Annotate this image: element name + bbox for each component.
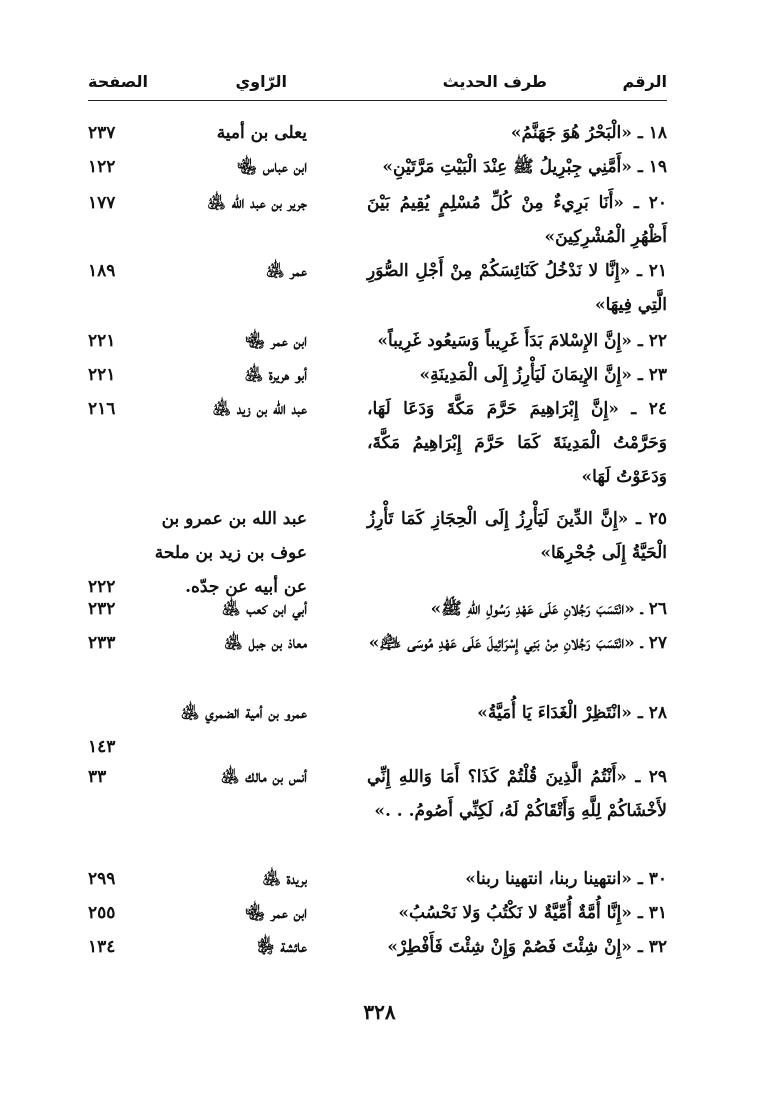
- hadith-number: ٢٠: [648, 193, 667, 213]
- page-reference: ١٨٩: [88, 261, 116, 281]
- hadith-number: ٢٣: [648, 365, 667, 385]
- hadith-text: [367, 626, 667, 660]
- hadith-number: ٣١: [648, 903, 667, 923]
- hadith-excerpt: «إِنْ شِئْتَ فَصُمْ وَإِنْ شِئْتَ فَأَفْطِرْ»: [387, 937, 632, 957]
- page-reference: ٢٥٥: [88, 903, 116, 923]
- narrator: عمرو بن أمية الضمري ﵁: [180, 703, 307, 723]
- narrator: عمر ﵁: [265, 261, 307, 281]
- narrator: عائشة ﵂: [257, 937, 307, 957]
- narrator: بريدة ﵁: [262, 869, 307, 889]
- hadith-number: ٢٧: [648, 633, 667, 653]
- narrator: أنس بن مالك ﵁: [220, 767, 307, 787]
- number-separator: ـ: [631, 937, 649, 957]
- hadith-number: ٢١: [648, 261, 668, 281]
- page-reference: ٢٩٩: [88, 869, 116, 889]
- number-separator: ـ: [631, 869, 649, 889]
- number-separator: ـ: [623, 193, 649, 213]
- hadith-text: [367, 324, 667, 358]
- hadith-text: [367, 116, 667, 150]
- hadith-text: [367, 896, 667, 930]
- narrator: أبي ابن كعب ﵁: [221, 599, 307, 619]
- header-narrator: الرّاوي: [235, 72, 287, 91]
- number-separator: ـ: [634, 599, 649, 619]
- number-separator: ـ: [618, 399, 649, 419]
- hadith-number: ٢٥: [648, 509, 667, 529]
- hadith-text: [367, 254, 667, 322]
- page-reference: ٢٣٣: [88, 633, 116, 653]
- hadith-text: [367, 392, 667, 494]
- hadith-number: ٢٤: [648, 399, 668, 419]
- hadith-text: [367, 696, 667, 730]
- hadith-number: ٢٨: [648, 703, 667, 723]
- hadith-text: [367, 592, 667, 626]
- hadith-text: [367, 186, 667, 254]
- hadith-number: ٢٦: [648, 599, 667, 619]
- number-separator: ـ: [630, 261, 649, 281]
- hadith-excerpt: «إِنَّ الدِّينَ لَيَأْرِزُ إِلَى الْحِجَازِ كَمَا تَأْرِزُ الْحَيَّةُ إِلَى جُحْرِهَا»: [367, 509, 667, 563]
- hadith-excerpt: «أَمَّنِي جِبْرِيلُ ﷺ عِنْدَ الْبَيْتِ مَرَّتَيْنِ»: [382, 157, 632, 177]
- hadith-excerpt: «انْتَظِرْ الْغَدَاءَ يَا أُمَيَّةُ»: [477, 703, 632, 723]
- number-separator: ـ: [631, 703, 649, 723]
- narrator: عبد الله بن زيد ﵁: [212, 399, 307, 419]
- header-number: الرقم: [622, 72, 667, 91]
- hadith-excerpt: «إِنَّ إِبْرَاهِيمَ حَرَّمَ مَكَّةَ وَدَعَا لَهَا، وَحَرَّمْتُ الْمَدِينَةَ كَمَا حَرَّمَ إِبْرَاهِيمُ مَكَّةَ، وَدَعَوْتُ لَهَا»: [367, 399, 667, 487]
- hadith-excerpt: «إِنَّ الإِيمَانَ لَيَأْرِزُ إِلَى الْمَدِينَةِ»: [419, 365, 632, 385]
- hadith-text: [367, 760, 667, 828]
- number-separator: ـ: [631, 331, 649, 351]
- hadith-excerpt: «انْتَسَبَ رَجُلانِ عَلَى عَهْدِ رَسُولِ اللهِ ﷺ»: [430, 599, 635, 619]
- hadith-excerpt: «إِنَّ الإِسْلامَ بَدَأَ غَرِيباً وَسَيعُود غَرِيباً»: [377, 331, 632, 351]
- narrator: ابن عمر ﵄: [244, 331, 307, 351]
- hadith-text: [367, 862, 667, 896]
- page-reference: ٢٣٧: [88, 123, 116, 143]
- page-reference: ١٤٣: [88, 737, 116, 757]
- number-separator: ـ: [631, 157, 649, 177]
- hadith-text: [367, 358, 667, 392]
- header-hadith: طرف الحديث: [442, 72, 547, 91]
- hadith-excerpt: «أَنَا بَرِيءٌ مِنْ كُلِّ مُسْلِمٍ يُقِيمُ بَيْنَ أَظْهُرِ الْمُشْرِكِينَ»: [367, 193, 667, 247]
- number-separator: ـ: [628, 509, 649, 529]
- hadith-excerpt: «الْبَحْرُ هُوَ جَهَنَّمُ»: [510, 123, 632, 143]
- page-reference: ٣٣: [88, 767, 107, 787]
- page-reference: ٢١٦: [88, 399, 116, 419]
- page-reference: ٢٢١: [88, 365, 116, 385]
- hadith-text: [367, 150, 667, 184]
- page-reference: ١٢٢: [88, 157, 116, 177]
- hadith-number: ١٩: [648, 157, 667, 177]
- hadith-number: ١٨: [648, 123, 667, 143]
- header-page: الصفحة: [88, 72, 149, 91]
- narrator: معاذ بن جبل ﵁: [224, 633, 307, 653]
- hadith-excerpt: «إِنَّا أُمَّةٌ أُمِّيَّةٌ لا نَكْتُبُ وَلا نَحْسُبُ»: [398, 903, 632, 923]
- number-separator: ـ: [631, 903, 649, 923]
- narrator: يعلى بن أمية: [216, 123, 307, 143]
- page-reference: ٢٢٢: [88, 577, 116, 597]
- page-number: ٣٢٨: [363, 1000, 396, 1024]
- narrator: عبد الله بن عمرو بن عوف بن زيد بن ملحة عن أبيه عن جدّه.: [154, 509, 307, 597]
- hadith-excerpt: «انتهينا ربنا، انتهينا ربنا»: [465, 869, 632, 889]
- hadith-excerpt: «انْتَسَبَ رَجُلانِ مِنْ بَنِي إِسْرَائِيلَ عَلَى عَهْدِ مُوسَى ﵇»: [368, 633, 635, 653]
- page-reference: ٢٣٢: [88, 599, 116, 619]
- number-separator: ـ: [631, 365, 649, 385]
- hadith-number: ٢٢: [648, 331, 667, 351]
- hadith-excerpt: «إِنَّا لا نَدْخُلُ كَنَائِسَكُمْ مِنْ أَجْلِ الصُّوَرِ الَّتِي فِيهَا»: [367, 261, 667, 315]
- narrator: ابن عمر ﵄: [244, 903, 307, 923]
- hadith-text: [367, 930, 667, 964]
- hadith-number: ٣٠: [648, 869, 667, 889]
- hadith-number: ٢٩: [648, 767, 668, 787]
- hadith-text: [367, 502, 667, 570]
- page-reference: ١٣٤: [88, 937, 116, 957]
- page-reference: ١٧٧: [88, 193, 116, 213]
- number-separator: ـ: [626, 767, 649, 787]
- narrator: أبو هريرة ﵁: [244, 365, 307, 385]
- number-separator: ـ: [634, 633, 649, 653]
- hadith-number: ٣٢: [648, 937, 667, 957]
- number-separator: ـ: [631, 123, 649, 143]
- narrator: ابن عباس ﵄: [236, 157, 307, 177]
- page-reference: ٢٢١: [88, 331, 116, 351]
- narrator: جرير بن عبد الله ﵁: [207, 193, 307, 213]
- hadith-excerpt: «أَنْتُمُ الَّذِينَ قُلْتُمْ كَذَا؟ أَمَا وَاللهِ إِنِّي لأَخْشَاكُمْ لِلَّهِ وَأَتْقَاكُمْ لَهُ، لَكِنِّي أَصُومُ. . .»: [367, 767, 667, 821]
